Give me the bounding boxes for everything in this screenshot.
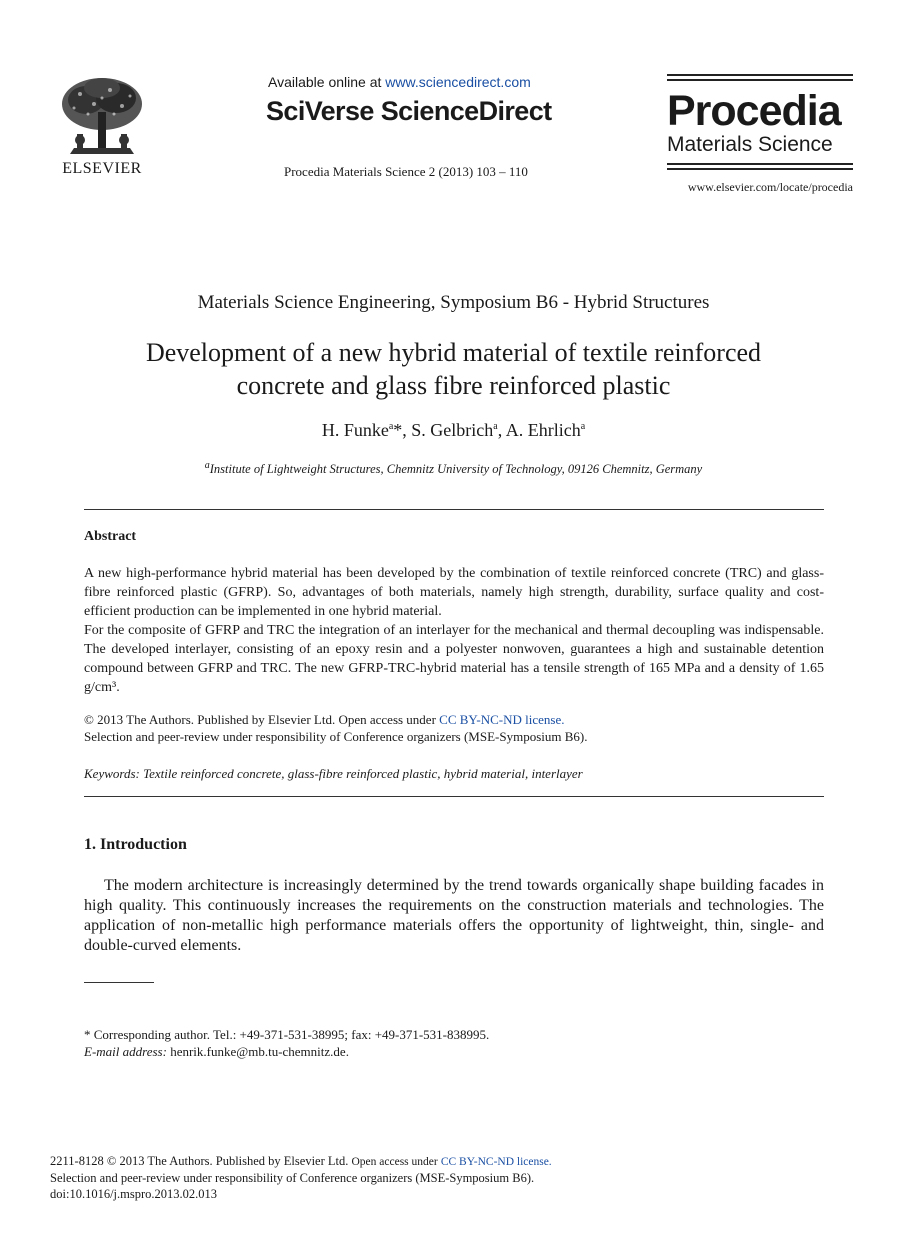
procedia-bottom-rule: [667, 163, 853, 165]
corresponding-author: * Corresponding author. Tel.: +49-371-531-38995; fax: +49-371-531-838995.: [84, 1027, 490, 1042]
sciencedirect-link[interactable]: www.sciencedirect.com: [385, 74, 531, 90]
footer-review: Selection and peer-review under responsibility of Conference organizers (MSE-Symposium B6).: [50, 1171, 535, 1185]
license-link[interactable]: CC BY-NC-ND license.: [439, 712, 565, 727]
procedia-title: Procedia: [667, 87, 841, 135]
footnote-rule: [84, 982, 154, 983]
platform-wordmark: SciVerse ScienceDirect: [266, 96, 552, 126]
introduction-paragraph: The modern architecture is increasingly determined by the trend towards organically shape building facades in high quality. This continuously increases the requirements on the construction materials and technologies. The application of non-metallic high performance materials offers the opportunity of lightweight, thin, single- and double-curved elements.: [84, 877, 824, 954]
footer-license-link[interactable]: CC BY-NC-ND license.: [440, 1156, 552, 1168]
footer-issn-copyright: 2211-8128 © 2013 The Authors. Published by Elsevier Ltd.: [50, 1154, 349, 1168]
affiliation-sup: a: [204, 460, 210, 471]
affiliation-text: Institute of Lightweight Structures, Chemnitz University of Technology, 09126 Chemnitz, Germany: [209, 462, 703, 477]
abstract-paragraph-2: For the composite of GFRP and TRC the integration of an interlayer for the mechanical and thermal decoupling was indispensable. The developed interlayer, consisting of an epoxy resin and a polyester nonwoven, guarantees a high and sustainable detention compound between GFRP and TRC. The new GFRP-TRC-hybrid material has a tensile strength of 165 MPa and a density of 1.65 g/cm³.: [84, 623, 824, 695]
title-line-2: concrete and glass fibre reinforced plastic: [236, 371, 671, 400]
review-line: Selection and peer-review under responsibility of Conference organizers (MSE-Symposium B6).: [84, 729, 588, 744]
abstract-heading: Abstract: [84, 529, 137, 544]
page-footer: [50, 1153, 552, 1202]
author-affil-sup: a: [493, 421, 498, 432]
procedia-subtitle: Materials Science: [667, 133, 833, 156]
author-affil-sup: a: [388, 421, 394, 432]
email-address[interactable]: henrik.funke@mb.tu-chemnitz.de.: [170, 1044, 349, 1059]
author-name: S. Gelbrich: [411, 420, 494, 440]
procedia-url[interactable]: www.elsevier.com/locate/procedia: [687, 180, 853, 194]
open-access-text: Open access under: [338, 712, 436, 727]
abstract-paragraph-1: A new high-performance hybrid material has been developed by the combination of textile reinforced concrete (TRC) and glass-fibre reinforced plastic (GFRP). So, advantages of both materials, namely high strength, durability, surface quality and cost-efficient production can be implemented in one hybrid material.: [84, 566, 824, 619]
author-affil-sup: a: [580, 421, 586, 432]
elsevier-wordmark: ELSEVIER: [62, 160, 142, 177]
abstract-top-rule: [84, 509, 824, 510]
author-name: A. Ehrlich: [505, 420, 581, 440]
copyright-text: © 2013 The Authors. Published by Elsevier Ltd.: [84, 712, 336, 727]
procedia-top-rule: [667, 74, 853, 76]
email-line: [84, 1043, 489, 1060]
author-name: H. Funke: [321, 420, 389, 440]
introduction-heading: 1. Introduction: [84, 836, 187, 853]
author-list: H. Funke$^a$*, S. Gelbrich$^a$, A. Ehrlich$^a$: [321, 420, 586, 440]
procedia-logo: [667, 74, 853, 173]
procedia-bottom-rule-2: [667, 168, 853, 170]
affiliation: [0, 460, 907, 477]
available-prefix: Available online at: [268, 74, 382, 90]
footer-doi[interactable]: doi:10.1016/j.mspro.2013.02.013: [50, 1187, 218, 1201]
journal-reference: Procedia Materials Science 2 (2013) 103 – 110: [284, 164, 528, 179]
abstract-bottom-rule: [84, 796, 824, 797]
copyright-block: [84, 711, 824, 745]
title-line-1: Development of a new hybrid material of textile reinforced: [145, 338, 762, 367]
copyright-line: [84, 711, 824, 728]
procedia-top-rule-2: [667, 79, 853, 81]
symposium-line: Materials Science Engineering, Symposium B6 - Hybrid Structures: [197, 292, 710, 313]
corresponding-mark: *: [393, 420, 403, 440]
footer-open-access: Open access under: [351, 1156, 438, 1168]
footer-copyright-line: [50, 1153, 552, 1170]
paper-title: [60, 336, 847, 402]
email-label: E-mail address:: [84, 1044, 167, 1059]
footnote: [84, 1026, 489, 1060]
keywords: Keywords: Textile reinforced concrete, glass-fibre reinforced plastic, hybrid material, interlayer: [84, 766, 583, 781]
available-online-line: [268, 74, 531, 90]
